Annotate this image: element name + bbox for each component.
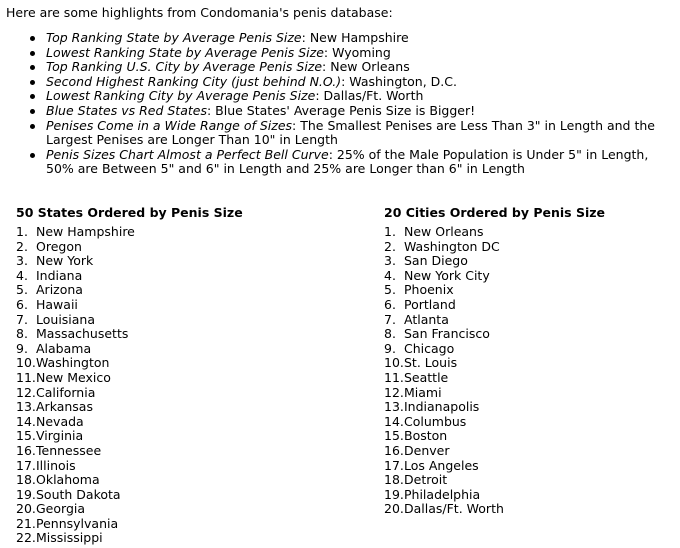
rank-number: 12.: [16, 384, 36, 400]
highlight-item: [18, 31, 678, 46]
state-list-item: [16, 473, 346, 488]
rank-name: St. Louis: [404, 355, 458, 371]
highlight-item: [18, 148, 678, 177]
state-list-item: [16, 400, 346, 415]
highlight-label: Top Ranking State by Average Penis Size: [46, 30, 302, 45]
city-list-item: [384, 298, 674, 313]
rank-number: 6.: [16, 296, 28, 312]
rank-name: Oklahoma: [36, 472, 100, 488]
rank-number: 15.: [384, 428, 404, 444]
rank-number: 18.: [16, 472, 36, 488]
rank-number: 7.: [384, 311, 396, 327]
rank-number: 19.: [16, 486, 36, 502]
state-list-item: [16, 254, 346, 269]
rank-name: Washington: [36, 355, 110, 371]
state-list-item: [16, 415, 346, 430]
rank-number: 16.: [16, 442, 36, 458]
rank-number: 10.: [16, 355, 36, 371]
state-list-item: [16, 502, 346, 517]
rank-name: New York City: [404, 267, 490, 283]
city-list-item: [384, 429, 674, 444]
city-list-item: [384, 502, 674, 517]
rank-number: 8.: [16, 326, 28, 342]
rank-number: 15.: [16, 428, 36, 444]
state-list-item: [16, 429, 346, 444]
state-list-item: [16, 269, 346, 284]
states-list: [16, 225, 346, 546]
state-list-item: [16, 342, 346, 357]
rank-number: 13.: [16, 399, 36, 415]
rank-name: Atlanta: [404, 311, 449, 327]
state-list-item: [16, 517, 346, 532]
highlight-label: Penises Come in a Wide Range of Sizes: [46, 117, 293, 133]
city-list-item: [384, 283, 674, 298]
highlight-item: [18, 60, 678, 75]
city-list-item: [384, 327, 674, 342]
cities-list: [384, 225, 674, 517]
highlight-item: [18, 46, 678, 61]
rank-number: 19.: [384, 486, 404, 502]
state-list-item: [16, 283, 346, 298]
rank-name: Nevada: [36, 413, 84, 429]
rank-name: Oregon: [36, 238, 82, 254]
city-list-item: [384, 313, 674, 328]
city-list-item: [384, 415, 674, 430]
rank-name: Massachusetts: [36, 326, 129, 342]
rank-name: South Dakota: [36, 486, 121, 502]
rank-name: Dallas/Ft. Worth: [404, 501, 504, 517]
rank-name: Louisiana: [36, 311, 96, 327]
city-list-item: [384, 371, 674, 386]
highlight-label: Second Highest Ranking City (just behind N.O.): [46, 73, 342, 89]
city-list-item: [384, 459, 674, 474]
rank-number: 11.: [384, 369, 404, 385]
highlight-text: : New Hampshire: [301, 30, 409, 45]
rank-number: 5.: [384, 282, 396, 298]
highlight-text: : Dallas/Ft. Worth: [315, 88, 424, 104]
rank-name: Miami: [404, 384, 442, 400]
cities-heading: 20 Cities Ordered by Penis Size: [384, 205, 605, 220]
rank-number: 21.: [16, 515, 36, 531]
rank-name: San Diego: [404, 253, 468, 269]
rank-name: New Hampshire: [36, 224, 135, 239]
city-list-item: [384, 356, 674, 371]
city-list-item: [384, 254, 674, 269]
rank-name: Mississippi: [36, 530, 103, 546]
state-list-item: [16, 459, 346, 474]
rank-name: Pennsylvania: [36, 515, 119, 531]
city-list-item: [384, 342, 674, 357]
state-list-item: [16, 313, 346, 328]
highlight-text: : Washington, D.C.: [341, 73, 457, 89]
highlight-text: : Blue States' Average Penis Size is Bigger!: [206, 102, 476, 118]
highlight-label: Lowest Ranking City by Average Penis Size: [46, 88, 316, 104]
cities-section: [384, 205, 674, 517]
state-list-item: [16, 225, 346, 240]
rank-name: Los Angeles: [404, 457, 479, 473]
rank-name: Tennessee: [36, 442, 102, 458]
highlight-text: : Wyoming: [323, 44, 391, 60]
rank-number: 12.: [384, 384, 404, 400]
city-list-item: [384, 400, 674, 415]
city-list-item: [384, 269, 674, 284]
highlights-list: [18, 31, 678, 177]
rank-number: 2.: [16, 238, 28, 254]
rank-number: 17.: [384, 457, 404, 473]
rank-name: New Mexico: [36, 369, 111, 385]
highlight-item: [18, 119, 678, 148]
rank-name: Hawaii: [36, 296, 78, 312]
city-list-item: [384, 444, 674, 459]
rank-number: 22.: [16, 530, 36, 546]
rank-name: Alabama: [36, 340, 92, 356]
rank-number: 8.: [384, 326, 396, 342]
rank-number: 18.: [384, 472, 404, 488]
rank-name: New Orleans: [404, 224, 484, 239]
rank-number: 20.: [384, 501, 404, 517]
rank-name: Denver: [404, 442, 450, 458]
city-list-item: [384, 225, 674, 240]
rank-number: 20.: [16, 501, 36, 517]
rank-number: 17.: [16, 457, 36, 473]
rank-name: Seattle: [404, 369, 449, 385]
rank-name: Portland: [404, 296, 456, 312]
rank-number: 13.: [384, 399, 404, 415]
rank-name: San Francisco: [404, 326, 490, 342]
rank-name: Chicago: [404, 340, 455, 356]
state-list-item: [16, 371, 346, 386]
rank-name: Indianapolis: [404, 399, 480, 415]
city-list-item: [384, 240, 674, 255]
rank-number: 4.: [384, 267, 396, 283]
state-list-item: [16, 444, 346, 459]
rank-name: Detroit: [404, 472, 448, 488]
rank-name: Boston: [404, 428, 448, 444]
rank-number: 4.: [16, 267, 28, 283]
highlight-text: : 25% of the Male Population is Under 5" in Length, 50% are Between 5" and 6" in Length and 25% are Longer than 6" in Length: [46, 146, 649, 177]
rank-number: 3.: [384, 253, 396, 269]
rank-name: Washington DC: [404, 238, 500, 254]
city-list-item: [384, 386, 674, 401]
highlight-text: : The Smallest Penises are Less Than 3" in Length and the Largest Penises are Longer Than 10" in Length: [46, 117, 655, 148]
state-list-item: [16, 531, 346, 546]
highlight-item: [18, 104, 678, 119]
highlight-label: Penis Sizes Chart Almost a Perfect Bell Curve: [46, 146, 329, 162]
highlight-label: Lowest Ranking State by Average Penis Size: [46, 44, 324, 60]
state-list-item: [16, 240, 346, 255]
intro-text: Here are some highlights from Condomania's penis database:: [6, 5, 393, 20]
rank-name: Indiana: [36, 267, 83, 283]
rank-number: 1.: [16, 224, 28, 239]
state-list-item: [16, 327, 346, 342]
rank-number: 5.: [16, 282, 28, 298]
state-list-item: [16, 356, 346, 371]
city-list-item: [384, 473, 674, 488]
rank-name: Illinois: [36, 457, 76, 473]
state-list-item: [16, 488, 346, 503]
rank-name: New York: [36, 253, 94, 269]
rank-name: Philadelphia: [404, 486, 481, 502]
rank-name: California: [36, 384, 96, 400]
rank-number: 9.: [384, 340, 396, 356]
state-list-item: [16, 298, 346, 313]
city-list-item: [384, 488, 674, 503]
rank-number: 6.: [384, 296, 396, 312]
rank-name: Georgia: [36, 501, 86, 517]
rank-number: 14.: [384, 413, 404, 429]
rank-number: 14.: [16, 413, 36, 429]
highlight-item: [18, 89, 678, 104]
state-list-item: [16, 386, 346, 401]
highlight-label: Blue States vs Red States: [46, 102, 207, 118]
rank-number: 9.: [16, 340, 28, 356]
highlight-text: : New Orleans: [322, 59, 410, 75]
highlight-item: [18, 75, 678, 90]
rank-name: Arkansas: [36, 399, 93, 415]
states-section: [16, 205, 346, 546]
rank-number: 10.: [384, 355, 404, 371]
rank-name: Columbus: [404, 413, 467, 429]
rank-number: 7.: [16, 311, 28, 327]
states-heading: 50 States Ordered by Penis Size: [16, 205, 243, 220]
rank-name: Arizona: [36, 282, 83, 298]
rank-name: Virginia: [36, 428, 84, 444]
rank-number: 3.: [16, 253, 28, 269]
rank-name: Phoenix: [404, 282, 454, 298]
highlight-label: Top Ranking U.S. City by Average Penis Size: [46, 59, 323, 75]
rank-number: 2.: [384, 238, 396, 254]
rank-number: 1.: [384, 224, 396, 239]
rank-number: 16.: [384, 442, 404, 458]
rank-number: 11.: [16, 369, 36, 385]
